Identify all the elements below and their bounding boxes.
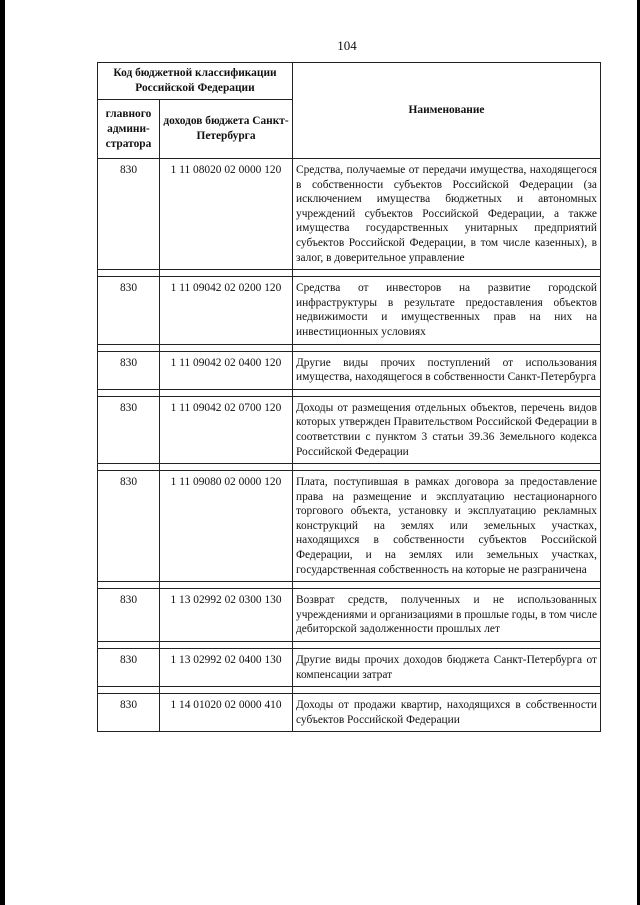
header-main-administrator: главного админи-стратора <box>98 100 160 159</box>
row-separator <box>98 687 601 694</box>
income-code: 1 13 02992 02 0300 130 <box>160 589 293 642</box>
row-separator <box>98 344 601 351</box>
row-separator <box>98 582 601 589</box>
header-classification-code: Код бюджетной классификации Российской Федерации <box>98 63 293 100</box>
income-name: Средства от инвесторов на развитие городской инфраструктуры в результате предоставления объектов недвижимости и имущественных прав на них на инвестиционных условиях <box>293 277 601 344</box>
admin-code: 830 <box>98 159 160 270</box>
income-code: 1 11 09042 02 0200 120 <box>160 277 293 344</box>
table-row <box>98 396 601 463</box>
admin-code: 830 <box>98 396 160 463</box>
income-name: Возврат средств, полученных и не использованных учреждениями и организациями в прошлые годы, в том числе дебиторской задолженности прошлых лет <box>293 589 601 642</box>
page-number: 104 <box>337 38 357 53</box>
table-row <box>98 351 601 389</box>
row-separator <box>98 464 601 471</box>
income-code: 1 11 09042 02 0700 120 <box>160 396 293 463</box>
admin-code: 830 <box>98 589 160 642</box>
income-code: 1 14 01020 02 0000 410 <box>160 694 293 732</box>
row-separator <box>98 642 601 649</box>
admin-code: 830 <box>98 649 160 687</box>
income-code: 1 13 02992 02 0400 130 <box>160 649 293 687</box>
table-row <box>98 694 601 732</box>
header-budget-income: доходов бюджета Санкт-Петербурга <box>160 100 293 159</box>
row-separator <box>98 270 601 277</box>
income-name: Другие виды прочих доходов бюджета Санкт-Петербурга от компенсации затрат <box>293 649 601 687</box>
income-name: Плата, поступившая в рамках договора за предоставление права на размещение и эксплуатацию нестационарного торгового объекта, установку и эксплуатацию рекламных конструкций на землях или земельных участках, находящихся в собственности субъектов Российской Федерации, и на землях или земельных участках, государственная собственность на которые не разграничена <box>293 471 601 582</box>
admin-code: 830 <box>98 351 160 389</box>
income-code: 1 11 08020 02 0000 120 <box>160 159 293 270</box>
admin-code: 830 <box>98 471 160 582</box>
income-name: Доходы от размещения отдельных объектов, перечень видов которых утвержден Правительством Российской Федерации в соответствии с пунктом 3 статьи 39.36 Земельного кодекса Российской Федерации <box>293 396 601 463</box>
table-row <box>98 471 601 582</box>
table-row <box>98 649 601 687</box>
admin-code: 830 <box>98 277 160 344</box>
table-row <box>98 159 601 270</box>
income-code: 1 11 09042 02 0400 120 <box>160 351 293 389</box>
income-name: Средства, получаемые от передачи имущества, находящегося в собственности субъектов Российской Федерации (за исключением имущества бюджетных и автономных учреждений субъектов Российской Федерации, а также имущества государственных унитарных предприятий субъектов Российской Федерации, в том числе казенных), в залог, в доверительное управление <box>293 159 601 270</box>
table-row <box>98 589 601 642</box>
admin-code: 830 <box>98 694 160 732</box>
income-name: Другие виды прочих поступлений от использования имущества, находящегося в собственности Санкт-Петербурга <box>293 351 601 389</box>
scan-border-left <box>0 0 5 905</box>
income-code: 1 11 09080 02 0000 120 <box>160 471 293 582</box>
header-name: Наименование <box>293 63 601 159</box>
income-name: Доходы от продажи квартир, находящихся в собственности субъектов Российской Федерации <box>293 694 601 732</box>
budget-classification-table <box>97 62 601 732</box>
row-separator <box>98 389 601 396</box>
table-row <box>98 277 601 344</box>
